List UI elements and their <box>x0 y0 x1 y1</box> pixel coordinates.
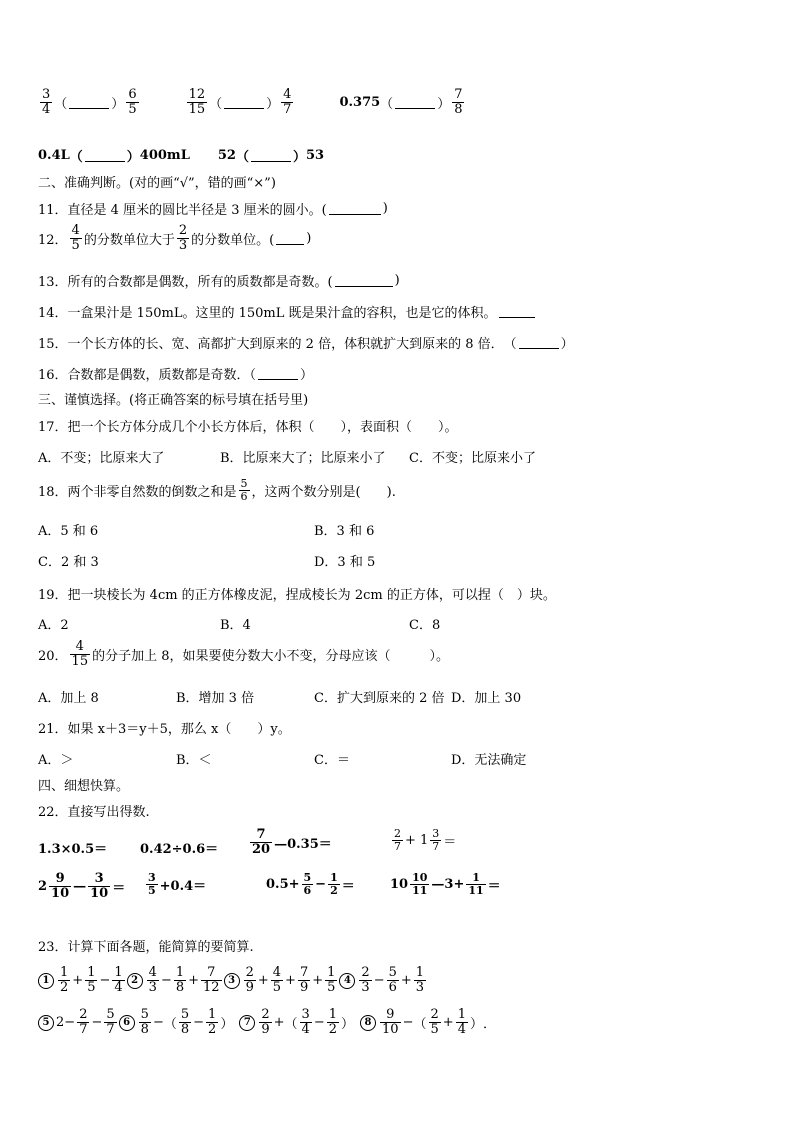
option-20-a[interactable]: A．加上 8 <box>38 691 99 706</box>
option-19-b[interactable]: B．4 <box>220 618 251 633</box>
option-18-d[interactable]: D．3 和 5 <box>314 555 376 570</box>
answer-blank[interactable] <box>276 232 304 245</box>
question-15: 15．一个长方体的长、宽、高都扩大到原来的 2 倍，体积就扩大到原来的 8 倍． （ ） <box>38 337 574 352</box>
question-18: 18．两个非零自然数的倒数之和是 $\frac{5}{6}$ ，这两个数分别是( ). <box>38 477 396 504</box>
question-23: 23．计算下面各题，能简算的要简算. <box>38 940 254 955</box>
answer-blank[interactable] <box>335 274 393 287</box>
option-20-b[interactable]: B．增加 3 倍 <box>176 691 255 706</box>
question-16: 16．合数都是偶数，质数都是奇数．（ ） <box>38 368 314 383</box>
calc-22-6: $\frac{3}{5}$ +0.4＝ <box>148 871 207 898</box>
calc-22-1: 1.3×0.5＝ <box>38 842 108 857</box>
option-18-c[interactable]: C．2 和 3 <box>38 555 99 570</box>
option-21-c[interactable]: C．＝ <box>314 753 350 768</box>
fraction: $\frac{12}{15}$ <box>188 87 206 118</box>
answer-blank[interactable] <box>85 149 125 162</box>
section-4-heading: 四、细想快算。 <box>38 779 130 794</box>
option-17-b[interactable]: B．比原来大了；比原来小了 <box>220 451 386 466</box>
circled-number: 4 <box>339 973 355 989</box>
circled-number: 7 <box>239 1015 255 1031</box>
option-20-c[interactable]: C．扩大到原来的 2 倍 <box>314 691 445 706</box>
circled-number: 6 <box>119 1015 135 1031</box>
calc-22-3: $\frac{7}{20}$ —0.35＝ <box>252 827 332 858</box>
answer-blank[interactable] <box>69 96 109 109</box>
question-22: 22．直接写出得数. <box>38 805 150 820</box>
option-17-c[interactable]: C．不变；比原来小了 <box>409 451 536 466</box>
question-17: 17．把一个长方体分成几个小长方体后，体积（ ），表面积（ ）。 <box>38 420 458 435</box>
fraction: $\frac{7}{8}$ <box>454 87 463 118</box>
option-18-b[interactable]: B．3 和 6 <box>314 524 375 539</box>
question-19: 19．把一块棱长为 4cm 的正方体橡皮泥，捏成棱长为 2cm 的正方体，可以捏（ ）块。 <box>38 588 556 603</box>
question-20: 20． $\frac{4}{15}$ 的分子加上 8，如果要使分数大小不变，分母应该（ ）。 <box>38 639 449 670</box>
option-17-a[interactable]: A．不变；比原来大了 <box>38 451 165 466</box>
fraction: $\frac{4}{7}$ <box>283 87 292 118</box>
calc-22-2: 0.42÷0.6＝ <box>140 842 219 857</box>
compare-row-1: $\frac{3}{4}$ （ ） $\frac{6}{5}$ $\frac{12}{15}$ （ ） $\frac{4}{7}$ 0.375 （ ） $\frac{7}{8}$ <box>42 87 463 118</box>
option-21-a[interactable]: A．＞ <box>38 753 74 768</box>
option-19-c[interactable]: C．8 <box>409 618 441 633</box>
option-21-b[interactable]: B．＜ <box>176 753 212 768</box>
answer-blank[interactable] <box>251 149 291 162</box>
answer-blank[interactable] <box>224 96 264 109</box>
question-21: 21．如果 x＋3＝y＋5，那么 x（ ）y。 <box>38 722 291 737</box>
option-19-a[interactable]: A．2 <box>38 618 69 633</box>
section-3-heading: 三、谨慎选择。(将正确答案的标号填在括号里) <box>38 393 309 408</box>
question-13: 13．所有的合数都是偶数，所有的质数都是奇数。( ) <box>38 273 400 290</box>
option-20-d[interactable]: D．加上 30 <box>451 691 522 706</box>
answer-blank[interactable] <box>258 367 298 380</box>
question-12: 12． $\frac{4}{5}$ 的分数单位大于 $\frac{2}{3}$ 的分数单位。( ) <box>38 223 312 254</box>
answer-blank[interactable] <box>329 202 381 215</box>
fraction: $\frac{3}{4}$ <box>42 87 51 118</box>
question-11: 11．直径是 4 厘米的圆比半径是 3 厘米的圆小。( ) <box>38 201 388 218</box>
question-14: 14．一盒果汁是 150mL。这里的 150mL 既是果汁盒的容积，也是它的体积。 <box>38 302 537 321</box>
circled-number: 1 <box>38 973 54 989</box>
calc-22-7: 0.5+ $\frac{5}{6}$ − $\frac{1}{2}$ ＝ <box>266 871 355 898</box>
calc-23-row-1: 1 $\frac{1}{2}$ + $\frac{1}{5}$ − $\frac{1}{4}$ 2 $\frac{4}{3}$ − $\frac{1}{8}$ + $\frac{7}{12}$ 3 $\frac{2}{9}$ + $\frac{4}{5}$ + $\frac{7}{9}$ + $\frac{1}{5}$ 4 $\frac{2}{3}$ − $\frac{5}{6}$ + $\frac{1}{3}$ <box>38 966 428 996</box>
calc-22-4: $\frac{2}{7}$ + 1 $\frac{3}{7}$ ＝ <box>394 827 457 854</box>
compare-row-2: 0.4L （ ） 400mL 52 （ ） 53 <box>38 148 325 165</box>
answer-blank[interactable] <box>395 96 435 109</box>
option-21-d[interactable]: D．无法确定 <box>451 753 527 768</box>
circled-number: 3 <box>224 973 240 989</box>
option-18-a[interactable]: A．5 和 6 <box>38 524 99 539</box>
answer-blank[interactable] <box>519 336 559 349</box>
calc-22-8: 10 $\frac{10}{11}$ —3+ $\frac{1}{11}$ ＝ <box>390 871 501 898</box>
answer-blank[interactable] <box>499 305 535 318</box>
section-2-heading: 二、准确判断。(对的画“√”，错的画“×”) <box>38 176 276 191</box>
calc-23-row-2: 5 2 − $\frac{2}{7}$ − $\frac{5}{7}$ 6 $\frac{5}{8}$ − （ $\frac{5}{8}$ − $\frac{1}{2}$ ） 7 $\frac{2}{9}$ + （ $\frac{3}{4}$ − $\frac{1}{2}$ ） 8 $\frac{9}{10}$ − （ $\frac{2}{5}$ + $\frac{1}{4}$ ） ． <box>38 1008 496 1038</box>
circled-number: 5 <box>38 1015 54 1031</box>
circled-number: 2 <box>127 973 143 989</box>
calc-22-5: 2 $\frac{9}{10}$ — $\frac{3}{10}$ ＝ <box>38 871 126 902</box>
circled-number: 8 <box>360 1015 376 1031</box>
fraction: $\frac{6}{5}$ <box>128 87 137 118</box>
